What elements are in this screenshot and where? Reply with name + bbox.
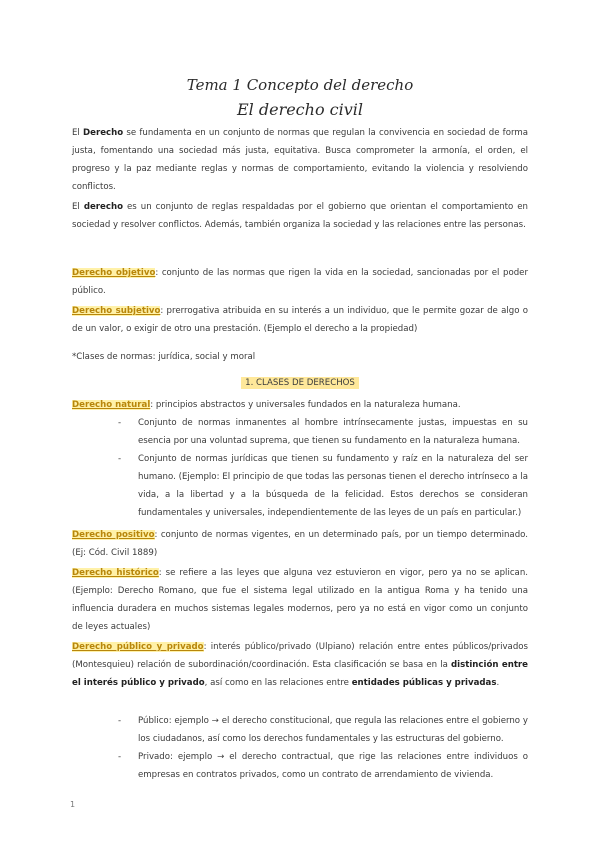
- definition-derecho-objetivo: Derecho objetivo: conjunto de las normas que rigen la vida en la sociedad, sancionadas por el poder público.: [72, 268, 528, 296]
- term-derecho-positivo: Derecho positivo: [72, 530, 155, 540]
- definition-derecho-positivo: Derecho positivo: conjunto de normas vigentes, en un determinado país, por un tiempo determinado. (Ej: Cód. Civil 1889): [72, 530, 528, 558]
- list-item-natural-1: Conjunto de normas inmanentes al hombre intrínsecamente justas, impuestas en su esencia por una voluntad suprema, que tienen su fundamento en la naturaleza humana.: [138, 418, 528, 446]
- page-number: 1: [70, 800, 76, 809]
- list-item-privado: Privado: ejemplo → el derecho contractual, que rige las relaciones entre individuos o empresas en contratos privados, como un contrato de arrendamiento de vivienda.: [138, 752, 528, 780]
- document-subtitle: El derecho civil: [236, 100, 364, 119]
- bullet-dash: -: [118, 752, 122, 762]
- paragraph-derecho-1: El Derecho se fundamenta en un conjunto de normas que regulan la convivencia en sociedad de forma justa, fomentando una sociedad más justa, equitativa. Busca comprometer la armonía, el orden, el progreso y la paz mediante reglas y normas de comportamiento, evitando la violencia y resolviendo conflictos.: [72, 128, 528, 192]
- note-clases-normas: *Clases de normas: jurídica, social y moral: [72, 352, 256, 362]
- term-derecho-historico: Derecho histórico: [72, 568, 159, 578]
- term-derecho-publico-privado: Derecho público y privado: [72, 642, 204, 652]
- list-item-publico: Público: ejemplo → el derecho constitucional, que regula las relaciones entre el gobierno y los ciudadanos, así como los derechos fundamentales y las estructuras del gobierno.: [138, 716, 528, 744]
- term-derecho-objetivo: Derecho objetivo: [72, 268, 156, 278]
- list-item-natural-2: Conjunto de normas jurídicas que tienen su fundamento y raíz en la naturaleza del ser humano. (Ejemplo: El principio de que todas las personas tienen el derecho intrínseco a la vida, a la libertad y a la búsqueda de la felicidad. Estos derechos se consideran fundamentales y universales, independientemente de las leyes de un país en particular.): [138, 454, 528, 518]
- definition-derecho-natural: Derecho natural: principios abstractos y universales fundados en la naturaleza humana.: [72, 400, 461, 410]
- term-derecho-subjetivo: Derecho subjetivo: [72, 306, 161, 316]
- bullet-dash: -: [118, 716, 122, 726]
- section-heading: 1. CLASES DE DERECHOS: [0, 378, 600, 388]
- bullet-dash: -: [118, 454, 122, 464]
- paragraph-derecho-2: El derecho es un conjunto de reglas respaldadas por el gobierno que orientan el comportamiento en sociedad y resolver conflictos. Además, también organiza la sociedad y las relaciones entre las personas.: [72, 202, 528, 230]
- definition-derecho-publico-privado: Derecho público y privado: interés público/privado (Ulpiano) relación entre entes públicos/privados (Montesquieu) relación de subordinación/coordinación. Esta clasificación se basa en la distinción entre el interés público y privado, así como en las relaciones entre entidades públicas y privadas.: [72, 642, 529, 688]
- bullet-dash: -: [118, 418, 122, 428]
- document-title: Tema 1 Concepto del derecho: [186, 76, 414, 94]
- term-derecho-natural: Derecho natural: [72, 400, 151, 410]
- definition-derecho-subjetivo: Derecho subjetivo: prerrogativa atribuida en su interés a un individuo, que le permite gozar de algo o de un valor, o exigir de otro una prestación. (Ejemplo el derecho a la propiedad): [72, 306, 528, 334]
- definition-derecho-historico: Derecho histórico: se refiere a las leyes que alguna vez estuvieron en vigor, pero ya no se aplican. (Ejemplo: Derecho Romano, que fue el sistema legal utilizado en la antigua Roma y ha tenido una influencia duradera en muchos sistemas legales modernos, pero ya no está en vigor como un conjunto de leyes actuales): [72, 568, 529, 632]
